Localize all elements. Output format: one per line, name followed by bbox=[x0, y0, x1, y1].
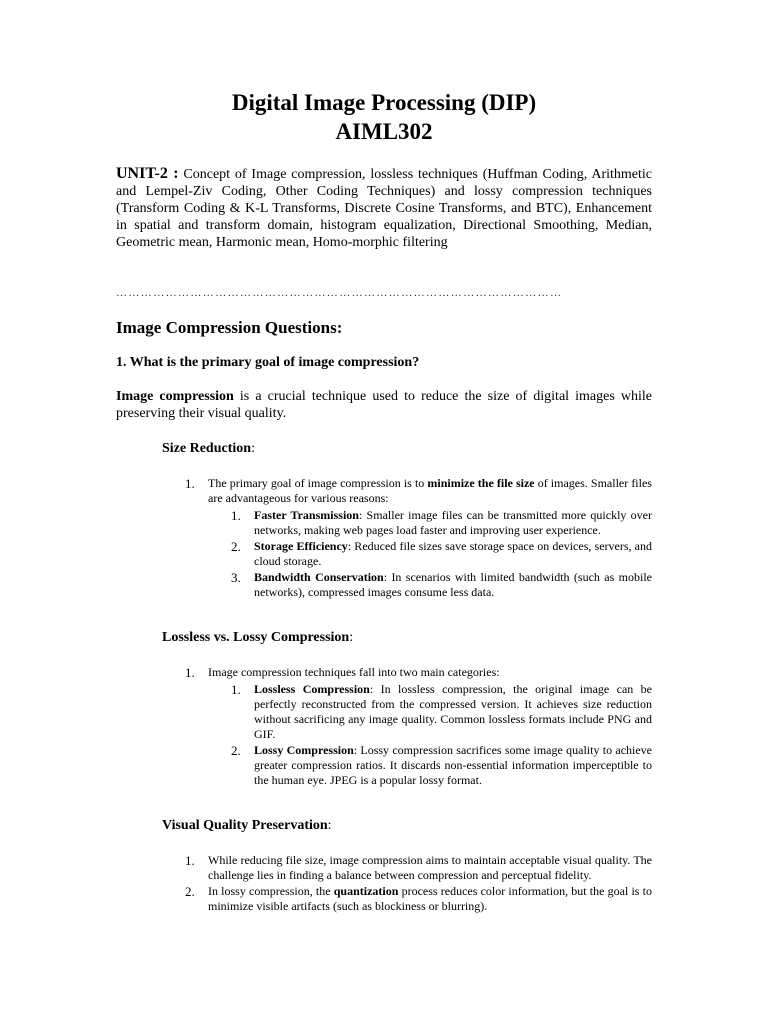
sub-list bbox=[231, 508, 652, 600]
size-reduction-colon: : bbox=[251, 441, 255, 456]
unit-syllabus bbox=[116, 165, 652, 251]
list-number: 2. bbox=[231, 743, 241, 758]
intro-paragraph bbox=[116, 388, 652, 422]
list-bold: quantization bbox=[333, 884, 399, 898]
sub-list-item bbox=[231, 570, 652, 600]
visual-quality-title: Visual Quality Preservation bbox=[162, 818, 328, 833]
list-text: In lossy compression, the bbox=[208, 884, 334, 898]
question-heading: 1. What is the primary goal of image compression? bbox=[116, 355, 420, 370]
list-number: 3. bbox=[231, 570, 241, 585]
list-number: 1. bbox=[231, 682, 241, 697]
list-number: 1. bbox=[185, 665, 195, 680]
lossless-lossy-list bbox=[185, 665, 652, 789]
unit-label: UNIT-2 : bbox=[116, 165, 179, 182]
list-item bbox=[185, 884, 652, 914]
visual-quality-heading bbox=[162, 818, 332, 834]
list-bold: Lossless Compression bbox=[254, 682, 370, 696]
intro-bold: Image compression bbox=[116, 389, 234, 404]
lossless-lossy-title: Lossless vs. Lossy Compression bbox=[162, 630, 350, 645]
lossless-lossy-colon: : bbox=[349, 630, 354, 645]
list-bold: Faster Transmission bbox=[254, 508, 359, 522]
list-bold: minimize the file size bbox=[427, 476, 535, 490]
list-number: 1. bbox=[185, 476, 195, 491]
list-text: of images. Smaller files are advantageous for various reasons: bbox=[208, 476, 652, 505]
list-text: : Reduced file sizes save storage space on devices, servers, and cloud storage. bbox=[254, 539, 652, 568]
section-heading: Image Compression Questions: bbox=[116, 318, 343, 337]
list-bold: Bandwidth Conservation bbox=[254, 570, 384, 584]
size-reduction-list bbox=[185, 476, 652, 601]
list-item bbox=[185, 476, 652, 600]
list-text: The primary goal of image compression is to bbox=[208, 476, 428, 490]
list-text: While reducing file size, image compression aims to maintain acceptable visual quality. The challenge lies in finding a balance between compression and perceptual fidelity. bbox=[208, 853, 652, 882]
lossless-lossy-heading bbox=[162, 630, 353, 646]
sub-list-item bbox=[231, 743, 652, 788]
list-item bbox=[185, 853, 652, 883]
visual-quality-colon: : bbox=[327, 818, 332, 833]
list-number: 2. bbox=[231, 539, 241, 554]
document-title: Digital Image Processing (DIP) bbox=[231, 90, 537, 115]
list-item bbox=[185, 665, 652, 788]
list-text: : Smaller image files can be transmitted more quickly over networks, making web pages load faster and improving user experience. bbox=[254, 508, 652, 537]
visual-quality-list bbox=[185, 853, 652, 915]
list-text: : Lossy compression sacrifices some image quality to achieve greater compression ratios. It discards non-essential information imperceptible to the human eye. JPEG is a popular lossy format. bbox=[254, 743, 653, 787]
list-text: : In lossless compression, the original image can be perfectly reconstructed from the compressed version. It achieves size reduction without sacrificing any image quality. Common lossless formats include PNG and GIF. bbox=[254, 682, 652, 741]
sub-list bbox=[231, 682, 652, 788]
list-text: process reduces color information, but the goal is to minimize visible artifacts (such as blockiness or blurring). bbox=[208, 884, 652, 913]
intro-text: is a crucial technique used to reduce the size of digital images while preserving their visual quality. bbox=[116, 389, 652, 421]
list-bold: Lossy Compression bbox=[254, 743, 354, 757]
sub-list-item bbox=[231, 508, 652, 538]
sub-list-item bbox=[231, 682, 652, 742]
separator-line: ……………………………………………………………………………………………… bbox=[116, 287, 563, 299]
list-number: 2. bbox=[185, 884, 195, 899]
sub-list-item bbox=[231, 539, 652, 569]
list-bold: Storage Efficiency bbox=[254, 539, 348, 553]
size-reduction-heading bbox=[162, 441, 255, 457]
size-reduction-title: Size Reduction bbox=[162, 441, 252, 456]
list-text: : In scenarios with limited bandwidth (such as mobile networks), compressed images consume less data. bbox=[254, 570, 652, 599]
list-number: 1. bbox=[185, 853, 195, 868]
list-number: 1. bbox=[231, 508, 241, 523]
unit-text: Concept of Image compression, lossless techniques (Huffman Coding, Arithmetic and Lempel-Ziv Coding, Other Coding Techniques) and lossy compression techniques (Transform Coding & K-L Transforms, Discrete Cosine Transforms, and BTC), Enhancement in spatial and transform domain, histogram equalization, Directional Smoothing, Median, Geometric mean, Harmonic mean, Homo-morphic filtering bbox=[116, 167, 652, 250]
list-text: Image compression techniques fall into two main categories: bbox=[208, 665, 500, 679]
course-code: AIML302 bbox=[335, 119, 433, 144]
